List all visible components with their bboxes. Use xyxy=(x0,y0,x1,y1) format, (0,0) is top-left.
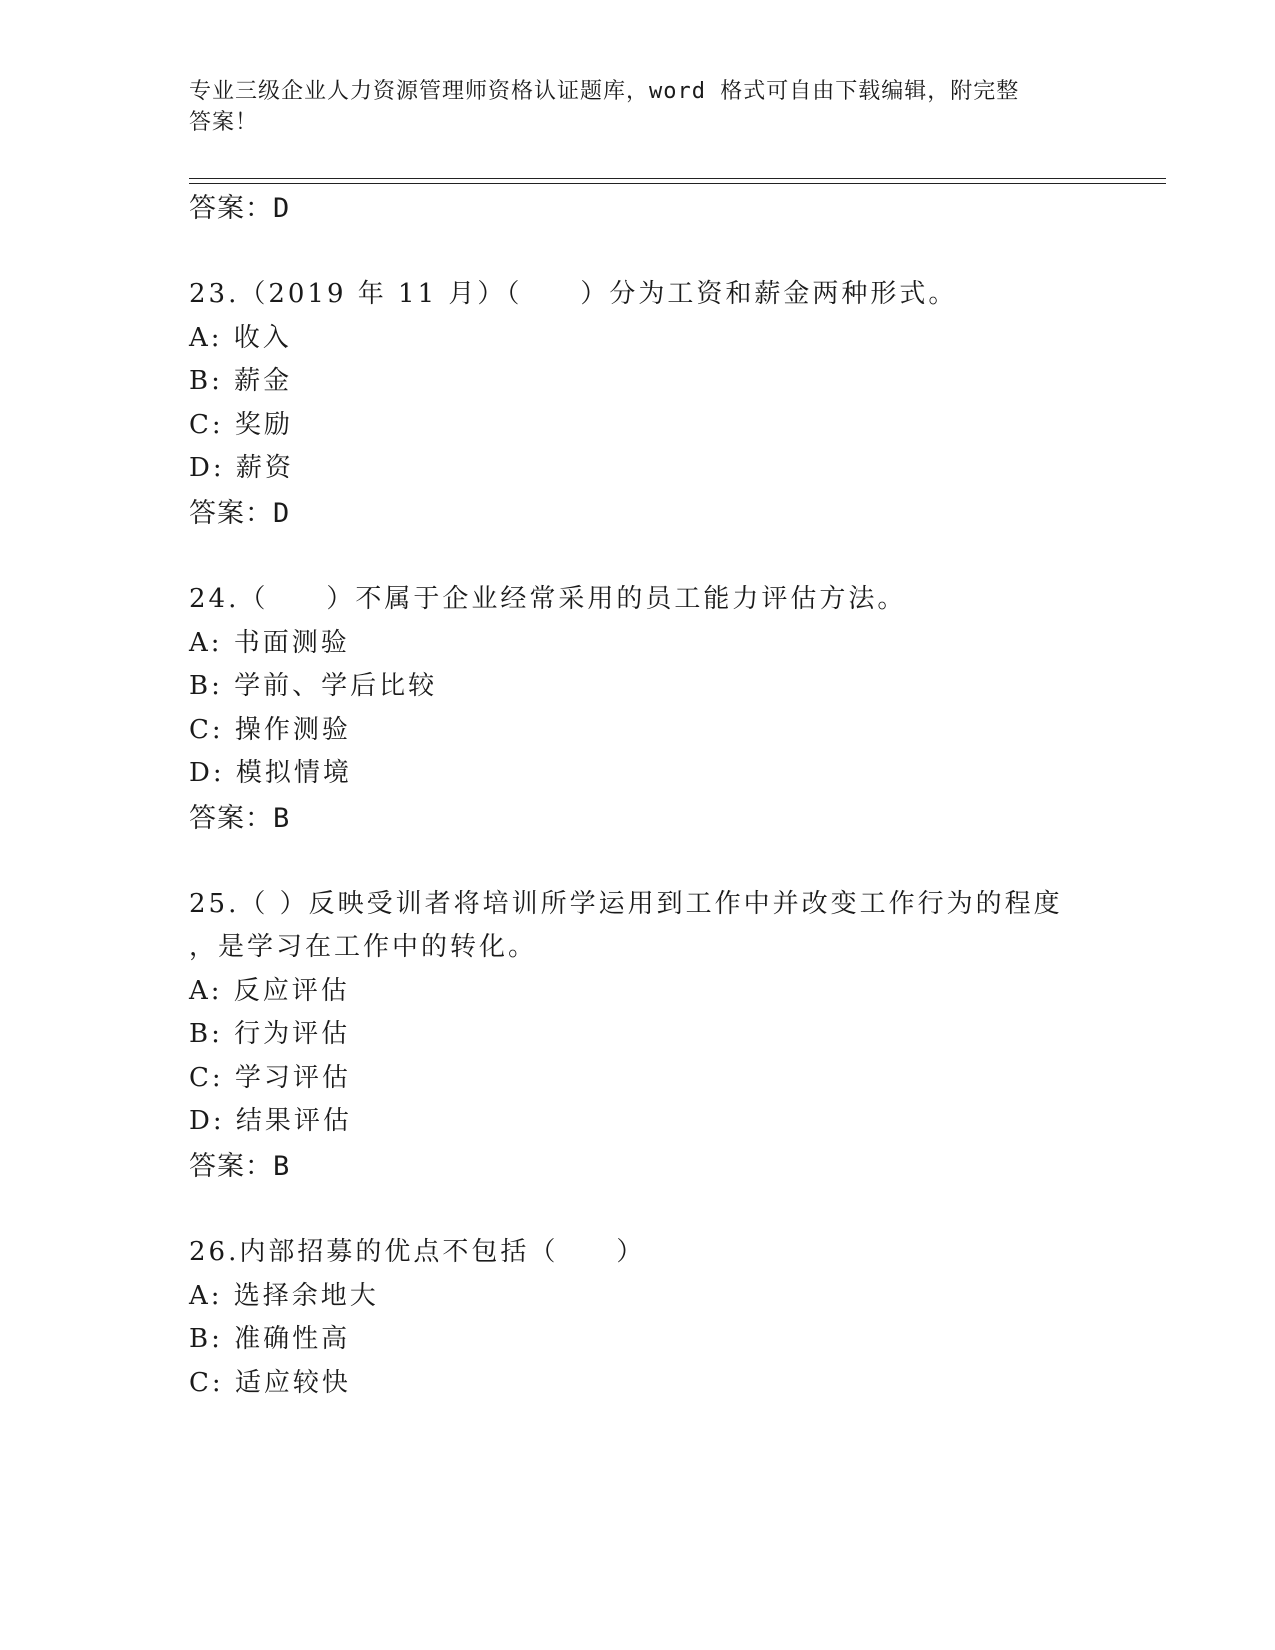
question-24-stem: 24.（ ）不属于企业经常采用的员工能力评估方法。 xyxy=(189,584,907,614)
question-24-option-d: D: 模拟情境 xyxy=(189,758,352,788)
question-25-stem-line-1: 25.（ ）反映受训者将培训所学运用到工作中并改变工作行为的程度 xyxy=(189,889,1063,919)
question-23-answer: 答案：D xyxy=(189,498,291,529)
question-23-option-a: A: 收入 xyxy=(189,323,292,353)
question-26-option-b: B: 准确性高 xyxy=(189,1324,351,1354)
header-divider-top xyxy=(189,178,1166,179)
question-26-option-c: C: 适应较快 xyxy=(189,1368,351,1398)
previous-answer: 答案：D xyxy=(189,193,291,224)
header-title-line-1: 专业三级企业人力资源管理师资格认证题库，word 格式可自由下载编辑，附完整 xyxy=(189,79,1020,104)
question-24-option-b: B: 学前、学后比较 xyxy=(189,671,438,701)
question-23-option-d: D: 薪资 xyxy=(189,453,294,483)
question-25-option-d: D: 结果评估 xyxy=(189,1106,352,1136)
document-header xyxy=(189,76,1089,138)
question-26-option-a: A: 选择余地大 xyxy=(189,1281,379,1311)
question-24-option-c: C: 操作测验 xyxy=(189,715,351,745)
question-26-stem: 26.内部招募的优点不包括（ ） xyxy=(189,1237,646,1267)
question-23-stem: 23.（2019 年 11 月）（ ）分为工资和薪金两种形式。 xyxy=(189,279,958,309)
question-23-option-c: C: 奖励 xyxy=(189,410,293,440)
question-24-option-a: A: 书面测验 xyxy=(189,628,350,658)
question-23-option-b: B: 薪金 xyxy=(189,366,293,396)
question-25-option-b: B: 行为评估 xyxy=(189,1019,351,1049)
question-25-option-c: C: 学习评估 xyxy=(189,1063,351,1093)
header-title-line-2: 答案！ xyxy=(189,110,259,135)
question-25-answer: 答案：B xyxy=(189,1151,291,1182)
question-25-option-a: A: 反应评估 xyxy=(189,976,350,1006)
question-24-answer: 答案：B xyxy=(189,803,291,834)
header-divider-bottom xyxy=(189,183,1166,184)
question-25-stem-line-2: ，是学习在工作中的转化。 xyxy=(189,932,538,962)
